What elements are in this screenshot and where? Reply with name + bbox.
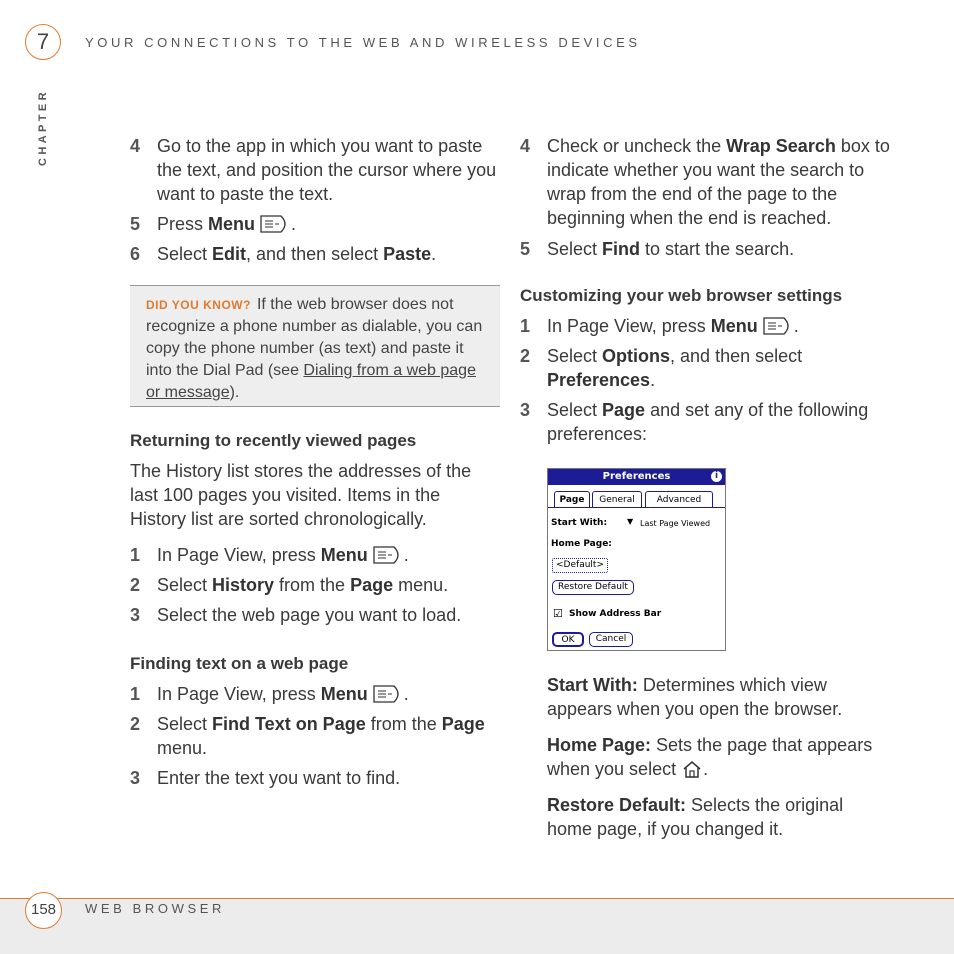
preference-definitions	[547, 673, 892, 841]
chapter-number-badge: 7	[25, 24, 61, 60]
find-heading: Finding text on a web page	[130, 654, 349, 673]
tab-advanced[interactable]: Advanced	[645, 491, 713, 507]
customize-step-1: 1 In Page View, press Menu .	[520, 316, 799, 336]
dialing-link[interactable]: Dialing from a web page or message	[146, 362, 476, 401]
home-page-definition: Home Page: Sets the page that appears when you select .	[547, 735, 873, 779]
home-page-label: Home Page:	[551, 539, 612, 549]
preferences-screenshot	[547, 468, 726, 651]
show-address-bar-label: Show Address Bar	[569, 609, 662, 619]
tip-label: DID YOU KNOW?	[146, 298, 251, 312]
history-step-2: 2 Select History from the Page menu.	[130, 575, 449, 595]
cancel-button[interactable]: Cancel	[589, 632, 633, 647]
did-you-know-tip: DID YOU KNOW? If the web browser does not recognize a phone number as dialable, you can copy the phone number (as text) and paste it into the Dial Pad (see Dialing from a web page or message).	[130, 285, 500, 407]
preferences-title-bar: Preferences	[548, 469, 725, 485]
info-icon[interactable]: i	[711, 471, 722, 482]
history-step-1: 1 In Page View, press Menu .	[130, 545, 409, 565]
menu-icon	[372, 545, 404, 565]
step-4-paste: 4 Go to the app in which you want to paste the text, and position the cursor where you want to paste the text.	[130, 136, 497, 204]
tab-page[interactable]: Page	[554, 491, 590, 507]
find-step-1: 1 In Page View, press Menu .	[130, 684, 409, 704]
menu-icon	[762, 316, 794, 336]
chapter-side-label: CHAPTER	[37, 89, 49, 166]
find-select-step-5: 5 Select Find to start the search.	[520, 239, 795, 259]
menu-icon	[259, 214, 291, 234]
find-section	[130, 652, 500, 790]
customize-step-3: 3 Select Page and set any of the following preferences:	[520, 400, 869, 444]
start-with-definition: Start With: Determines which view appears when you open the browser.	[547, 675, 843, 719]
history-heading: Returning to recently viewed pages	[130, 431, 417, 450]
history-paragraph: The History list stores the addresses of the last 100 pages you visited. Items in the History list are sorted chronologically.	[130, 461, 472, 529]
step-6-select-paste: 6 Select Edit, and then select Paste.	[130, 244, 437, 264]
step-5-press-menu: 5 Press Menu .	[130, 214, 297, 234]
history-section	[130, 429, 500, 627]
footer-section-title: WEB BROWSER	[85, 901, 225, 916]
right-steps-a	[520, 134, 890, 261]
restore-default-definition: Restore Default: Selects the original home page, if you changed it.	[547, 795, 844, 839]
menu-icon	[372, 684, 404, 704]
ok-button[interactable]: OK	[552, 632, 584, 647]
running-head: YOUR CONNECTIONS TO THE WEB AND WIRELESS DEVICES	[85, 35, 641, 50]
find-step-2: 2 Select Find Text on Page from the Page menu.	[130, 714, 485, 758]
tab-general[interactable]: General	[592, 491, 642, 507]
checkbox-checked-icon[interactable]: ☑	[553, 607, 563, 620]
chevron-down-icon[interactable]: ▼	[627, 517, 634, 526]
customize-section	[520, 284, 890, 446]
start-with-label: Start With:	[551, 518, 608, 528]
tab-underline	[548, 507, 725, 508]
left-steps-a	[130, 134, 500, 266]
page-number: 158	[25, 892, 62, 929]
home-icon	[681, 759, 703, 779]
wrap-search-step-4: 4 Check or uncheck the Wrap Search box to indicate whether you want the search to wrap from the end of the page to the beginning when the end is reached.	[520, 136, 890, 228]
find-step-3: 3 Enter the text you want to find.	[130, 768, 401, 788]
history-step-3: 3 Select the web page you want to load.	[130, 605, 462, 625]
home-page-field[interactable]: <Default>	[552, 558, 608, 573]
restore-default-button[interactable]: Restore Default	[552, 580, 634, 595]
customize-heading: Customizing your web browser settings	[520, 286, 843, 305]
start-with-value[interactable]: Last Page Viewed	[640, 519, 711, 528]
customize-step-2: 2 Select Options, and then select Preferences.	[520, 346, 803, 390]
